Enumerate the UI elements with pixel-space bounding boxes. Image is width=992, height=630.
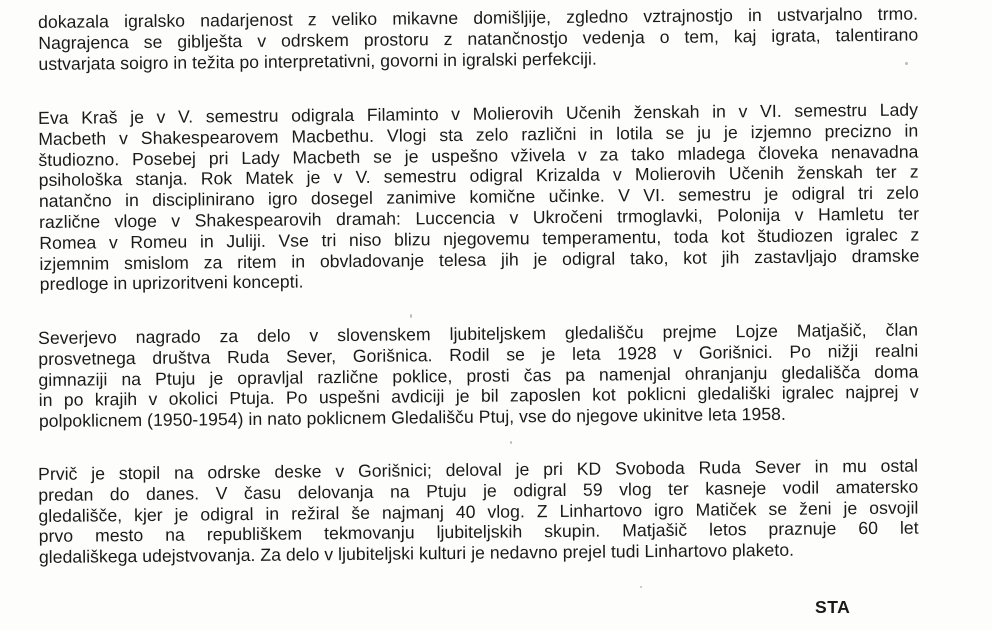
paragraph-line: natančno in disciplinirano igro dosegel zanimive komične učinke. V VI. semestru je odigral tri zelo [38, 182, 919, 212]
paragraph-line: Prvič je stopil na odrske deske v Gorišnici; deloval je pri KD Svoboda Ruda Sever in mu ostal [38, 455, 919, 484]
paragraph-line: Macbeth v Shakespearovem Macbethu. Vlogi sta zelo različni in lotila se ju je izjemno precizno in [38, 120, 919, 149]
paragraph-line: Romea v Romeu in Juliji. Vse tri niso blizu njegovemu temperamentu, toda kot študiozen igralec z [39, 224, 920, 253]
scan-speck [905, 62, 908, 65]
paragraph-line: Severjevo nagrado za delo v slovenskem ljubiteljskem gledališču prejme Lojze Matjašič, član [38, 319, 919, 348]
paragraph-line: polpoklicnem (1950-1954) in nato poklicnem Gledališču Ptuj, vse do njegove ukinitve leta 1958. [38, 404, 786, 432]
paragraph-line: Eva Kraš je v V. semestru odigrala Filaminto v Molierovih Učenih ženskah in v VI. semestru Lady [38, 99, 919, 128]
paragraph-line: predan do danes. V času delovanja na Ptuju je odigral 59 vlog ter kasneje vodil amatersko [38, 476, 919, 505]
paragraph-line: prosvetnega društva Ruda Sever, Gorišnica. Rodil se je leta 1928 v Gorišnici. Po nižji realni [38, 340, 919, 369]
paragraph-line: dokazala igralsko nadarjenost z veliko mikavne domišljije, zgledno vztrajnostjo in ustvarjalno trmo. [38, 3, 919, 32]
paragraph-line: različne vloge v Shakespearovih dramah: Luccencia v Ukročeni trmoglavki, Polonija v Hamletu ter [38, 203, 920, 232]
paragraph-line: izjemnim smislom za ritem in obvladovanje telesa jih je odigral tako, kot jih zastavljajo dramske [39, 245, 920, 274]
paragraph-1 [38, 4, 919, 75]
paragraph-line: gledališče, kjer je odigral in režiral še najmanj 40 vlog. Z Linhartovo igro Matiček se ženi je osvojil [38, 497, 919, 526]
scan-speck [410, 314, 412, 318]
paragraph-line: predloge in uprizoritveni koncepti. [39, 271, 304, 295]
paragraph-2 [38, 100, 920, 296]
paragraph-line: in po krajih v okolici Ptuja. Po uspešni avdiciji je bil zaposlen kot poklicni gledališki igralec najprej v [38, 381, 919, 411]
scan-speck [510, 441, 512, 444]
agency-signature: STA [815, 597, 851, 617]
paragraph-line: Nagrajenca se giblješta v odrskem prostoru z natančnostjo vedenja o tem, kaj igrata, talentirano [38, 24, 919, 53]
paragraph-line: prvo mesto na republiškem tekmovanju ljubiteljskih skupin. Matjašič letos praznuje 60 let [38, 517, 919, 547]
paragraph-4 [38, 456, 919, 568]
scan-speck [640, 586, 642, 588]
paragraph-line: psihološka stanja. Rok Matek je v V. semestru odigral Krizalda v Molierovih Učenih ženskah ter z [38, 161, 919, 191]
paragraph-line: študiozno. Posebej pri Lady Macbeth se je uspešno vživela v za tako mladega človeka nenavadna [38, 141, 919, 170]
paragraph-line: gledališkega udejstvovanja. Za delo v ljubiteljski kulturi je nedavno prejel tudi Linhartovo plaketo. [38, 539, 795, 568]
paragraph-3 [38, 320, 919, 432]
paragraph-line: gimnaziji na Ptuju je opravljal različne poklice, prosti čas pa namenjal ohranjanju gledališča doma [38, 361, 919, 390]
paragraph-line: ustvarjata soigro in težita po interpretativni, govorni in igralski perfekciji. [38, 48, 597, 74]
